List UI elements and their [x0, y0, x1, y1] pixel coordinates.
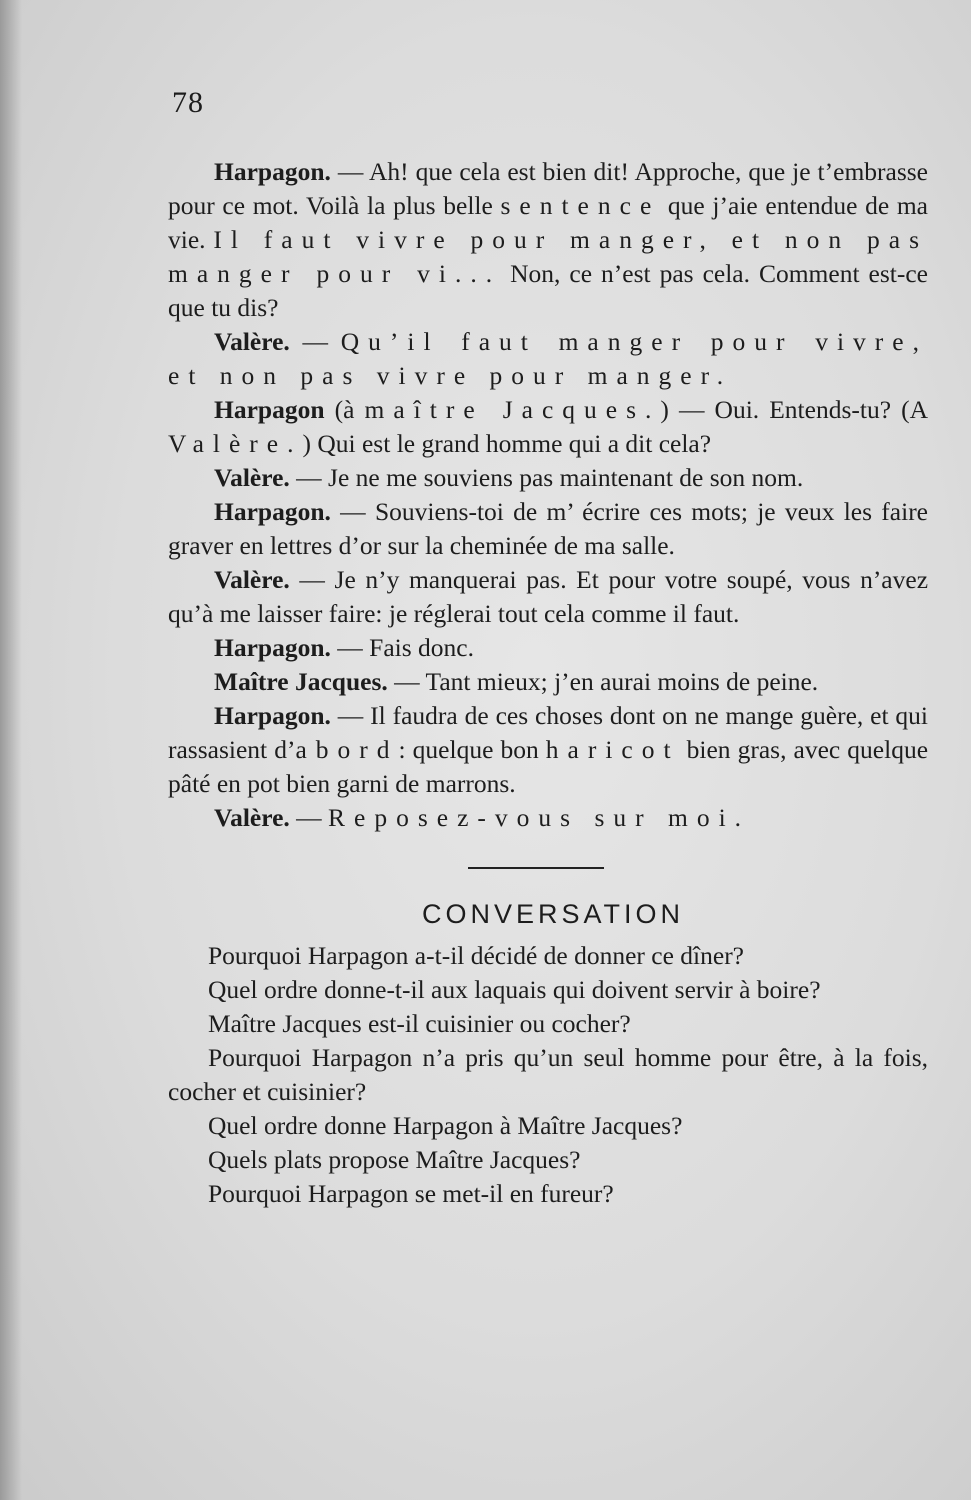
spaced-text: Valère.	[168, 429, 303, 458]
speaker-name: Valère.	[214, 463, 290, 492]
speaker-name: Valère.	[214, 803, 290, 832]
dialogue-paragraph	[168, 665, 928, 699]
conversation-question: Quel ordre donne-t-il aux laquais qui doivent servir à boire?	[208, 975, 821, 1004]
dialogue-text: Je ne me souviens pas maintenant de son nom.	[328, 463, 804, 492]
conversation-question: Quel ordre donne Harpagon à Maître Jacques?	[208, 1111, 683, 1140]
dialogue-text: Fais donc.	[369, 633, 474, 662]
section-divider	[468, 867, 604, 869]
speaker-name: Harpagon.	[214, 157, 331, 186]
speaker-dash: —	[330, 633, 370, 662]
conversation-question: Pourquoi Harpagon n’a pris qu’un seul homme pour être, à la fois, cocher et cuisinier?	[168, 1043, 928, 1106]
spaced-text: maître Jacques.	[364, 395, 661, 424]
dialogue-text: Tant mieux; j’en aurai moins de peine.	[425, 667, 819, 696]
dialogue-text: : quelque bon	[398, 735, 546, 764]
speaker-dash: —	[330, 157, 369, 186]
dialogue-paragraph	[168, 325, 928, 393]
page-edge-shadow	[0, 0, 22, 1500]
dialogue-text: bien gras, avec quelque pâté en pot bien garni de marrons.	[168, 735, 929, 798]
speaker-dash: —	[289, 565, 335, 594]
conversation-question: Pourquoi Harpagon se met-il en fureur?	[208, 1179, 614, 1208]
dialogue-text: Non, ce n’est pas cela. Comment est-ce que tu dis?	[168, 259, 928, 322]
speaker-dash: —	[330, 497, 375, 526]
speaker-dash: —	[330, 701, 371, 730]
conversation-question: Pourquoi Harpagon a-t-il décidé de donner ce dîner?	[208, 941, 744, 970]
page-number: 78	[172, 86, 204, 119]
dialogue-paragraph	[168, 699, 928, 801]
dialogue-text: (à	[334, 395, 365, 424]
speaker-dash: —	[289, 463, 329, 492]
dialogue-text: ) Qui est le grand homme qui a dit cela?	[302, 429, 712, 458]
spaced-text: abord	[295, 735, 399, 764]
dialogue-text: Souviens-toi de m’ écrire ces mots; je veux les faire graver en lettres d’or sur la cheminée de ma salle.	[168, 497, 928, 560]
dialogue-paragraph	[168, 563, 928, 631]
dialogue-paragraph	[168, 631, 928, 665]
conversation-title: CONVERSATION	[421, 899, 685, 929]
conversation-question: Maître Jacques est-il cuisinier ou cocher?	[208, 1009, 631, 1038]
spaced-text: Qu’il faut manger pour vivre, et non pas vivre pour manger.	[168, 327, 928, 390]
speaker-name: Harpagon.	[214, 633, 331, 662]
speaker-dash: —	[387, 667, 426, 696]
dialogue-paragraph	[168, 495, 928, 563]
spaced-text: Reposez-vous sur moi.	[328, 803, 751, 832]
dialogue-text: que j’aie entendue de ma vie.	[168, 191, 928, 254]
conversation-question: Quels plats propose Maître Jacques?	[208, 1145, 581, 1174]
spaced-text: sentence	[500, 191, 661, 220]
dialogue-text: Ah! que cela est bien dit! Approche, que je t’embrasse pour ce mot. Voilà la plus belle	[168, 157, 928, 220]
speaker-name: Harpagon	[214, 395, 325, 424]
speaker-name: Harpagon.	[214, 701, 331, 730]
speaker-name: Maître Jacques.	[214, 667, 388, 696]
page-text	[168, 155, 928, 1211]
dialogue-paragraph	[168, 461, 928, 495]
dialogue-paragraph	[168, 155, 928, 325]
dialogue-text: Il faudra de ces choses dont on ne mange guère, et qui rassasient d’	[168, 701, 929, 764]
spaced-text: haricot	[545, 735, 680, 764]
spaced-text: Il faut vivre pour manger, et non pas manger pour vi...	[168, 225, 928, 288]
dialogue-paragraph	[168, 801, 928, 835]
dialogue-text: ) — Oui. Entends-tu? (A	[660, 395, 929, 424]
speaker-dash: —	[289, 803, 329, 832]
speaker-name: Valère.	[214, 327, 290, 356]
speaker-dash	[325, 395, 335, 424]
dialogue	[168, 155, 928, 835]
speaker-name: Harpagon.	[214, 497, 331, 526]
conversation-questions	[168, 939, 928, 1211]
speaker-dash: —	[289, 327, 341, 356]
dialogue-paragraph	[168, 393, 928, 461]
dialogue-text: Je n’y manquerai pas. Et pour votre soupé, vous n’avez qu’à me laisser faire: je réglerai tout cela comme il faut.	[168, 565, 929, 628]
speaker-name: Valère.	[214, 565, 290, 594]
